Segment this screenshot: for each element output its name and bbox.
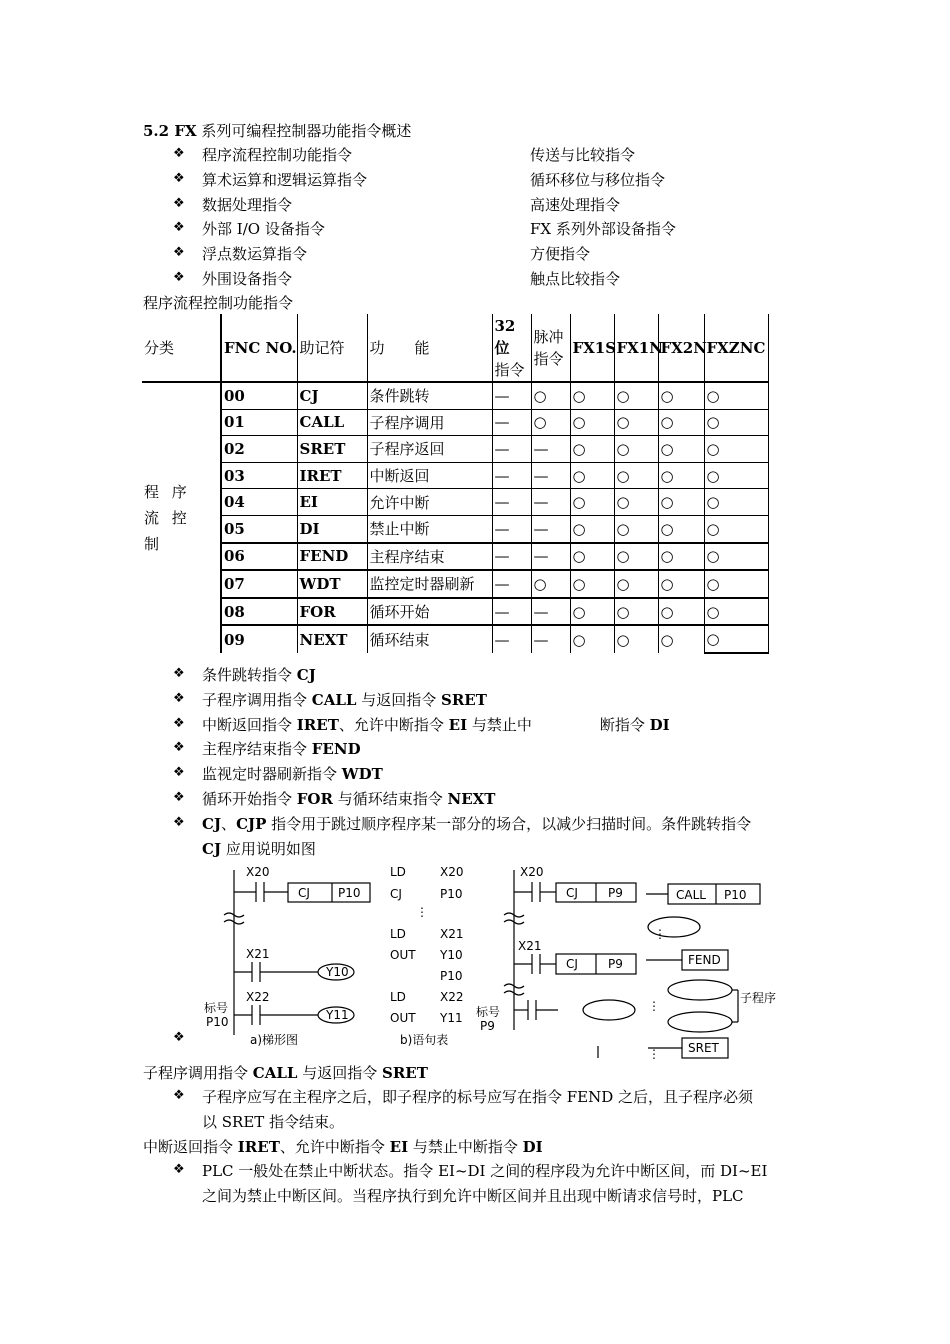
cell-32bit: — [492,515,531,542]
cell-fx1n: ○ [614,409,658,436]
cell-fx2n: ○ [658,625,704,653]
cell-mnemonic: NEXT [297,625,367,653]
call-desc-1: 子程序应写在主程序之后，即子程序的标号应写在指令 FEND 之后，且子程序必须 [202,1088,754,1106]
r-label: 标号 [476,1005,501,1019]
sec-int-heading: 中断返回指令 IRET、允许中断指令 EI 与禁止中断指令 DI [143,1138,543,1156]
cell-fnc: 09 [221,625,297,653]
cell-fnc: 03 [221,462,297,489]
bullet: ❖ [173,765,185,781]
bullet: ❖ [173,666,185,681]
cell-fx2n: ○ [658,598,704,626]
bullet: ❖ [173,1088,185,1103]
cell-fx2n: ○ [658,436,704,463]
overview-item-left: 外部 I/O 设备指令 [202,220,325,239]
cell-fxznc: ○ [704,436,768,463]
cell-function: 中断返回 [367,462,492,489]
stmt-arg: P10 [440,969,463,983]
table-row [142,570,768,598]
cell-32bit: — [492,598,531,626]
cell-fxznc: ○ [704,598,768,626]
stmt-op: OUT [390,948,416,962]
section-heading: 5.2 FX 系列可编程控制器功能指令概述 [143,122,412,140]
cell-function: 监控定时器刷新 [367,570,492,598]
cell-pulse: — [531,543,570,571]
diag-caption-b: b)语句表 [400,1033,449,1047]
overview-item-left: 数据处理指令 [202,195,293,214]
table-header-row [142,314,768,382]
bullet: ❖ [173,815,185,830]
cell-32bit: — [492,382,531,409]
cell-fx1n: ○ [614,598,658,626]
diag-label: 标号 [204,1001,229,1015]
cell-fx1s: ○ [570,515,614,542]
cell-fx1s: ○ [570,409,614,436]
list-item: 子程序调用指令 CALL 与返回指令 SRET [202,690,487,709]
diag-x20: X20 [246,865,270,879]
cell-mnemonic: CJ [297,382,367,409]
bullet: ❖ [173,715,185,731]
cell-fx1n: ○ [614,543,658,571]
list-item: 监视定时器刷新指令 WDT [202,765,383,784]
cell-fnc: 02 [221,436,297,463]
cell-fx2n: ○ [658,570,704,598]
stmt-op: LD [390,990,406,1004]
overview-item-right: 方便指令 [530,245,591,264]
overview-item-right: 高速处理指令 [530,195,621,214]
overview-item-right: 触点比较指令 [530,270,621,288]
hdr-pulse: 脉冲 指令 [531,314,570,382]
bullet: ❖ [173,740,185,756]
cell-32bit: — [492,409,531,436]
bullet: ❖ [173,790,185,805]
cell-fnc: 01 [221,409,297,436]
int-desc-2: 之间为禁止中断区间。当程序执行到允许中断区间并且出现中断请求信号时，PLC [202,1187,744,1205]
r-call: CALL [676,888,706,902]
cell-fnc: 04 [221,489,297,516]
cell-32bit: — [492,625,531,653]
hdr-fnc: FNC NO. [221,314,297,382]
table-row [142,625,768,653]
cell-function: 子程序调用 [367,409,492,436]
stmt-arg: X22 [440,990,464,1004]
cell-fx1s: ○ [570,625,614,653]
stmt-op: OUT [390,1011,416,1025]
table-row [142,382,768,409]
cell-pulse: — [531,436,570,463]
cell-32bit: — [492,489,531,516]
diag-p10: P10 [338,886,361,900]
cell-pulse: — [531,625,570,653]
cell-pulse: — [531,515,570,542]
hdr-fxznc: FXZNC [704,314,768,382]
cell-fx1n: ○ [614,462,658,489]
bullet: ❖ [173,146,185,161]
instruction-table [142,314,769,654]
int-desc-1: PLC 一般处在禁止中断状态。指令 EI~DI 之间的程序段为允许中断区间，而 DI~EI [202,1162,768,1180]
cell-fnc: 06 [221,543,297,571]
table-row [142,598,768,626]
cell-32bit: — [492,570,531,598]
r-x20: X20 [520,865,544,879]
bullet: ❖ [173,270,185,285]
diag-label-p10: P10 [206,1015,229,1029]
cell-mnemonic: IRET [297,462,367,489]
diag-x22: X22 [246,990,270,1004]
hdr-mnemonic: 助记符 [297,314,367,382]
diag-y10: Y10 [326,965,349,979]
cell-function: 循环开始 [367,598,492,626]
stmt-arg: X20 [440,865,464,879]
r-fend: FEND [688,953,721,967]
bullet: ❖ [173,690,185,706]
cell-fx1s: ○ [570,436,614,463]
cell-fx1n: ○ [614,489,658,516]
cell-fnc: 08 [221,598,297,626]
overview-item-left: 程序流程控制功能指令 [202,146,353,164]
cell-32bit: — [492,543,531,571]
cell-pulse: — [531,598,570,626]
stmt-op: ⋮ [416,905,428,919]
list-item-cj: CJ、CJP 指令用于跳过顺序程序某一部分的场合，以减少扫描时间。条件跳转指令 [202,815,752,833]
cell-fx2n: ○ [658,462,704,489]
cell-fx1s: ○ [570,598,614,626]
stmt-op: LD [390,865,406,879]
table-title: 程序流程控制功能指令 [143,294,294,312]
bullet: ❖ [173,170,185,186]
ladder-diagram-cj [190,860,480,1055]
cell-fxznc: ○ [704,625,768,653]
stmt-op: LD [390,927,406,941]
bullet: ❖ [173,220,185,236]
cell-mnemonic: WDT [297,570,367,598]
overview-item-left: 外围设备指令 [202,270,293,288]
cell-mnemonic: SRET [297,436,367,463]
cell-fx2n: ○ [658,515,704,542]
hdr-category: 分类 [142,314,221,382]
bullet: ❖ [173,245,185,261]
cell-fx1s: ○ [570,543,614,571]
cell-fx1n: ○ [614,515,658,542]
cell-mnemonic: DI [297,515,367,542]
cell-fx2n: ○ [658,409,704,436]
r-x21: X21 [518,939,542,953]
category-cell: 程 序 流 控 制 [144,482,191,553]
cell-fxznc: ○ [704,570,768,598]
stmt-arg: X21 [440,927,464,941]
r-cj2: CJ [566,957,578,971]
stmt-arg: P10 [440,887,463,901]
stmt-arg: Y10 [440,948,463,962]
hdr-32bit: 32 位 指令 [492,314,531,382]
cell-pulse: — [531,489,570,516]
r-p9a: P9 [608,886,623,900]
cell-pulse: ○ [531,570,570,598]
cell-fx1n: ○ [614,625,658,653]
cell-fx1n: ○ [614,570,658,598]
cell-pulse: ○ [531,382,570,409]
cell-fx2n: ○ [658,382,704,409]
r-sret: SRET [688,1041,719,1055]
r-sub: 子程序 [740,991,777,1005]
bullet-empty: ❖ [173,1030,185,1045]
overview-item-right: 循环移位与移位指令 [530,170,666,189]
r-p9: P9 [480,1019,495,1033]
cell-fxznc: ○ [704,489,768,516]
bullet: ❖ [173,195,185,211]
table-row [142,409,768,436]
overview-item-right: FX 系列外部设备指令 [530,220,676,239]
cell-fx1s: ○ [570,489,614,516]
r-p10: P10 [724,888,747,902]
hdr-fx1n: FX1N [614,314,658,382]
r-vdots3: ⋮ [648,1047,660,1061]
cell-function: 条件跳转 [367,382,492,409]
ladder-diagram-call [470,860,790,1065]
cell-function: 循环结束 [367,625,492,653]
cell-mnemonic: FOR [297,598,367,626]
cell-32bit: — [492,436,531,463]
list-item: 循环开始指令 FOR 与循环结束指令 NEXT [202,790,496,808]
overview-item-left: 算术运算和逻辑运算指令 [202,170,368,189]
cell-fx2n: ○ [658,543,704,571]
list-item-cj-2: CJ 应用说明如图 [202,840,316,858]
cell-fx1s: ○ [570,382,614,409]
cell-fxznc: ○ [704,382,768,409]
cell-fx1n: ○ [614,382,658,409]
hdr-fx2n: FX2N [658,314,704,382]
list-item: 条件跳转指令 CJ [202,666,316,684]
call-desc-2: 以 SRET 指令结束。 [202,1113,345,1131]
table-row [142,543,768,571]
table-row [142,462,768,489]
diag-x21: X21 [246,947,270,961]
hdr-fx1s: FX1S [570,314,614,382]
cell-fx1s: ○ [570,570,614,598]
cell-32bit: — [492,462,531,489]
r-cj1: CJ [566,886,578,900]
cell-fxznc: ○ [704,515,768,542]
cell-fnc: 00 [221,382,297,409]
cell-fnc: 07 [221,570,297,598]
cell-pulse: ○ [531,409,570,436]
cell-fxznc: ○ [704,543,768,571]
list-item: 主程序结束指令 FEND [202,740,361,759]
cell-function: 主程序结束 [367,543,492,571]
table-row [142,436,768,463]
cell-fnc: 05 [221,515,297,542]
cell-fxznc: ○ [704,462,768,489]
cell-fx2n: ○ [658,489,704,516]
sec-call-heading: 子程序调用指令 CALL 与返回指令 SRET [143,1064,428,1082]
table-row [142,515,768,542]
diag-y11: Y11 [326,1008,349,1022]
cell-function: 禁止中断 [367,515,492,542]
bullet: ❖ [173,1162,185,1177]
table-row [142,489,768,516]
list-item: 中断返回指令 IRET、允许中断指令 EI 与禁止中 断指令 DI [202,715,670,734]
stmt-arg: Y11 [440,1011,463,1025]
cell-fxznc: ○ [704,409,768,436]
cell-mnemonic: EI [297,489,367,516]
diag-cj: CJ [298,886,310,900]
r-vdots1: ⋮ [654,927,666,941]
r-vdots2: ⋮ [648,999,660,1013]
r-p9b: P9 [608,957,623,971]
diag-caption-a: a)梯形图 [250,1033,299,1047]
cell-fx1n: ○ [614,436,658,463]
cell-function: 子程序返回 [367,436,492,463]
overview-item-left: 浮点数运算指令 [202,245,308,264]
overview-item-right: 传送与比较指令 [530,146,636,164]
cell-pulse: — [531,462,570,489]
stmt-op: CJ [390,887,402,901]
cell-function: 允许中断 [367,489,492,516]
cell-mnemonic: CALL [297,409,367,436]
cell-mnemonic: FEND [297,543,367,571]
hdr-function: 功 能 [367,314,492,382]
cell-fx1s: ○ [570,462,614,489]
